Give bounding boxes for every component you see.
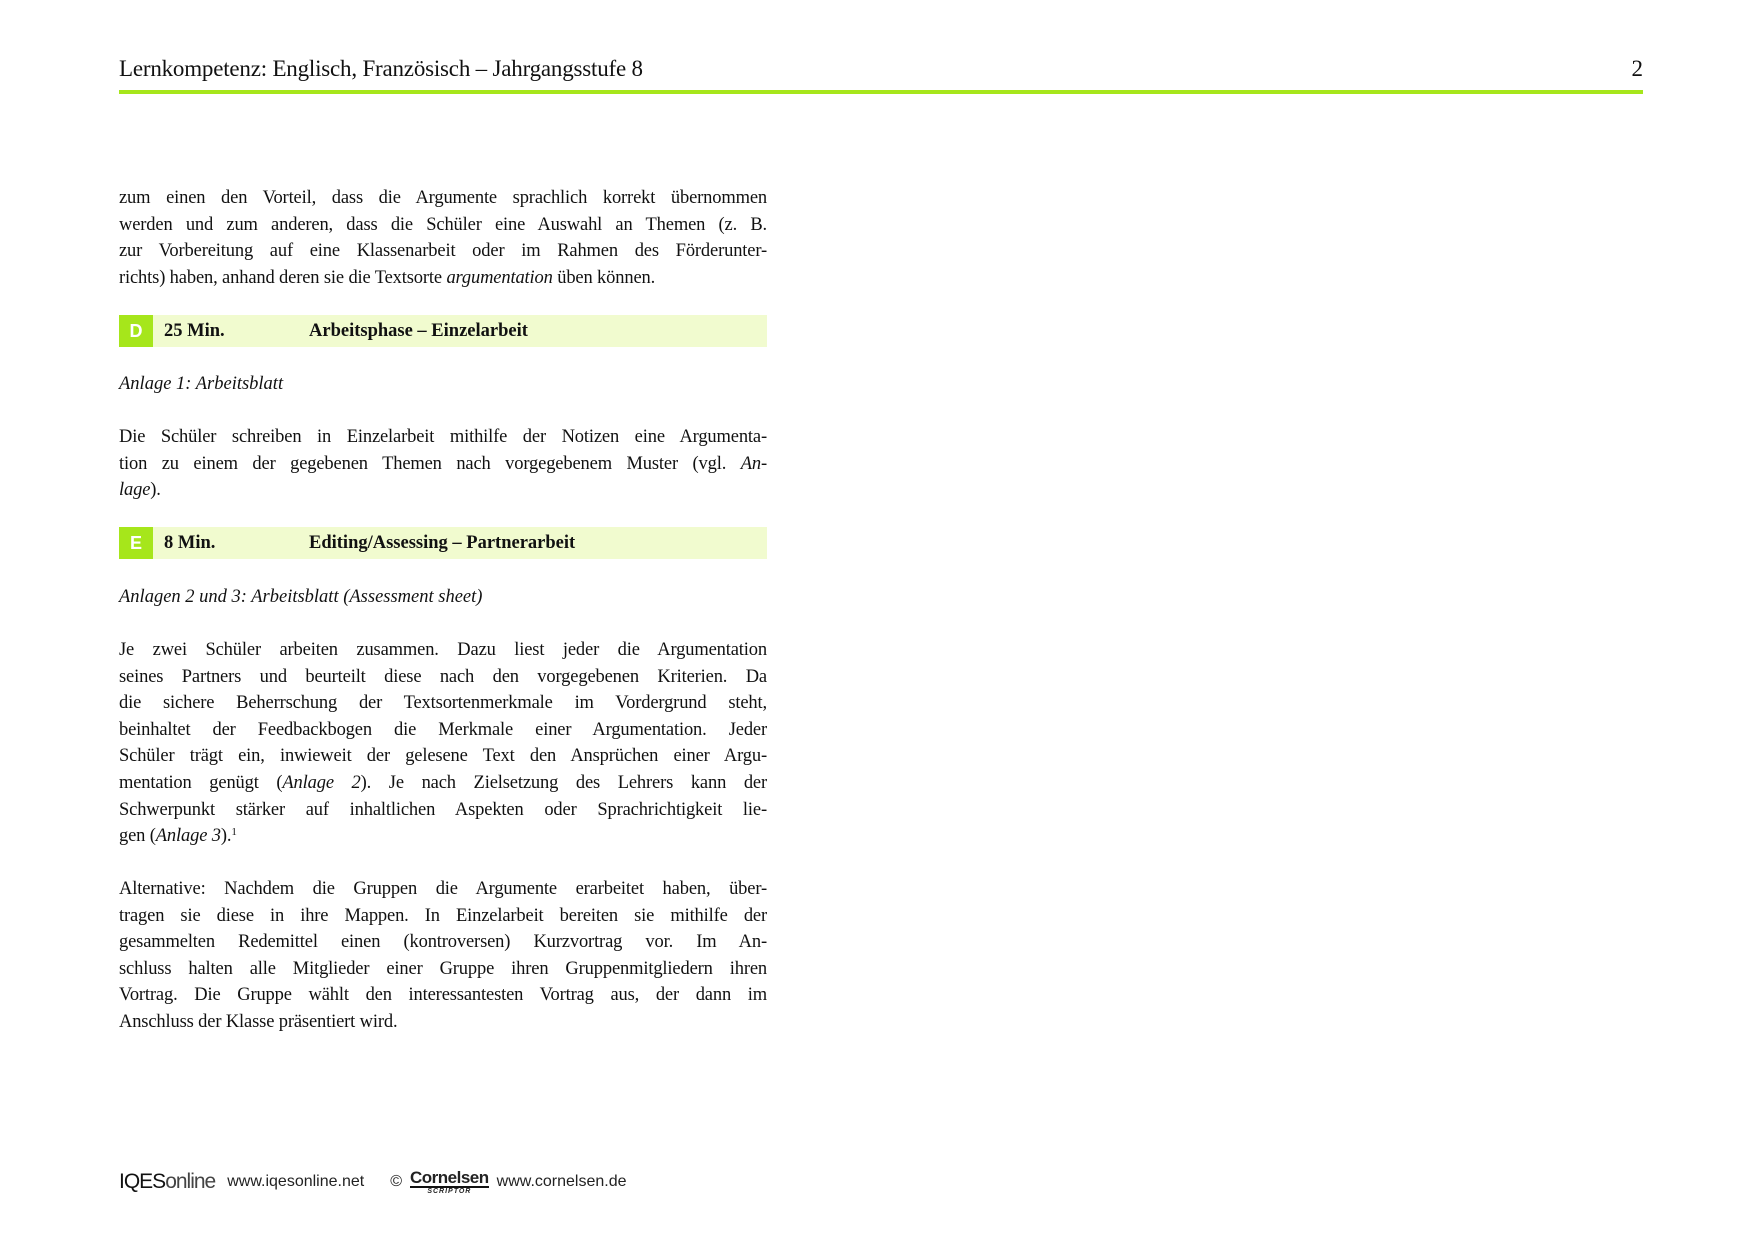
text-segment: gen ( <box>119 826 156 847</box>
text-line <box>119 265 767 292</box>
phase-duration: 25 Min. <box>164 321 225 341</box>
italic-text: Anlage 2 <box>282 773 361 793</box>
phase-title: Arbeitsphase – Einzelarbeit <box>309 321 528 341</box>
text-segment: mentation genügt ( <box>119 773 283 793</box>
phase-title: Editing/Assessing – Partnerarbeit <box>309 533 576 553</box>
cornelsen-url[interactable]: www.cornelsen.de <box>496 1173 627 1190</box>
text-segment: Schüler trägt ein, inwieweit der gelesene Text den Ansprüchen einer Argu- <box>119 746 767 767</box>
text-line <box>119 1009 767 1036</box>
text-line <box>119 477 767 504</box>
text-line <box>119 876 767 903</box>
text-line <box>119 212 767 239</box>
text-line <box>119 451 767 478</box>
text-line <box>119 743 767 770</box>
text-segment: Anschluss der Klasse präsentiert wird. <box>119 1012 398 1032</box>
text-segment: tragen sie diese in ihre Mappen. In Einzelarbeit bereiten sie mithilfe der <box>119 905 767 926</box>
text-line <box>119 238 767 265</box>
text-line <box>119 823 767 850</box>
text-segment: gesammelten Redemittel einen (kontroversen) Kurzvortrag vor. Im An- <box>119 932 767 953</box>
text-segment: ). <box>220 826 232 847</box>
phase-tag: E <box>119 527 153 559</box>
footer <box>119 1168 627 1196</box>
text-line <box>119 929 767 956</box>
text-segment: Alternative: Nachdem die Gruppen die Argumente erarbeitet haben, über- <box>119 879 767 899</box>
phase-duration: 8 Min. <box>164 533 216 553</box>
text-segment: Vortrag. Die Gruppe wählt den interessantesten Vortrag aus, der dann im <box>119 985 767 1006</box>
text-segment: seines Partners und beurteilt diese nach den vorgegebenen Kriterien. Da <box>119 666 767 687</box>
text-line <box>119 185 767 212</box>
phase-e-bar <box>119 527 767 559</box>
cornelsen-logo: Cornelsen SCRIPTOR <box>410 1168 489 1195</box>
header-divider <box>119 90 1643 94</box>
iqes-url[interactable]: www.iqesonline.net <box>227 1173 365 1190</box>
text-segment: üben können. <box>552 267 656 288</box>
text-line <box>119 956 767 983</box>
text-line <box>119 770 767 797</box>
text-segment: zum einen den Vorteil, dass die Argumente sprachlich korrekt übernommen <box>119 188 767 208</box>
copyright-symbol: © <box>390 1173 403 1190</box>
text-segment: Je zwei Schüler arbeiten zusammen. Dazu liest jeder die Argumentation <box>119 640 767 660</box>
text-line <box>119 690 767 717</box>
document-header-title: Lernkompetenz: Englisch, Französisch – Jahrgangsstufe 8 <box>119 56 643 81</box>
text-segment: werden und zum anderen, dass die Schüler eine Auswahl an Themen (z. B. <box>119 214 767 235</box>
text-line <box>119 424 767 451</box>
text-line <box>119 982 767 1009</box>
text-line <box>119 664 767 691</box>
italic-text: Anlage 3 <box>155 826 221 847</box>
page-number: 2 <box>1631 56 1643 81</box>
phase-d-bar <box>119 315 767 347</box>
text-segment: Schwerpunkt stärker auf inhaltlichen Aspekten oder Sprachrichtigkeit lie- <box>119 799 767 820</box>
text-line <box>119 797 767 824</box>
phase-material: Anlagen 2 und 3: Arbeitsblatt (Assessment sheet) <box>119 587 483 607</box>
phase-tag: D <box>119 315 153 347</box>
text-segment: Die Schüler schreiben in Einzelarbeit mithilfe der Notizen eine Argumenta- <box>119 427 767 447</box>
phase-material: Anlage 1: Arbeitsblatt <box>119 374 284 394</box>
italic-text: lage <box>119 480 151 501</box>
text-segment: schluss halten alle Mitglieder einer Gruppe ihren Gruppenmitgliedern ihren <box>119 958 767 979</box>
text-segment: richts) haben, anhand deren sie die Textsorte <box>119 267 447 288</box>
footnote-marker: 1 <box>231 826 237 839</box>
text-segment: beinhaltet der Feedbackbogen die Merkmale einer Argumentation. Jeder <box>119 719 767 740</box>
text-segment: tion zu einem der gegebenen Themen nach vorgegebenem Muster (vgl. <box>119 453 741 474</box>
text-line <box>119 637 767 664</box>
text-line <box>119 903 767 930</box>
text-segment: ). <box>150 480 161 501</box>
text-segment: zur Vorbereitung auf eine Klassenarbeit oder im Rahmen des Förderunter- <box>119 241 767 262</box>
text-line <box>119 717 767 744</box>
iqes-logo: IQESonline <box>119 1170 216 1193</box>
italic-text: An- <box>740 453 767 474</box>
text-segment: die sichere Beherrschung der Textsortenmerkmale im Vordergrund steht, <box>119 693 767 714</box>
text-segment: ). Je nach Zielsetzung des Lehrers kann der <box>360 773 768 793</box>
italic-text: argumentation <box>446 267 553 288</box>
